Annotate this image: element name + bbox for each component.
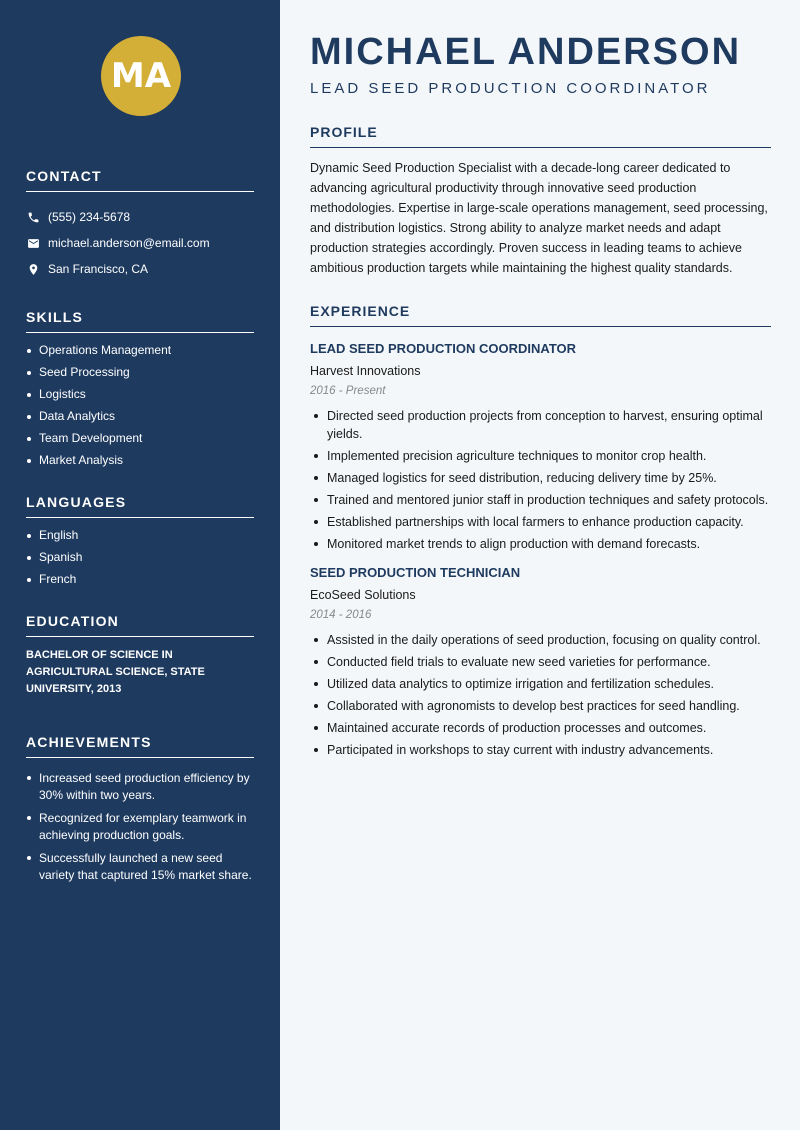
skill-item: Data Analytics [26, 409, 254, 424]
job-bullet: Maintained accurate records of production processes and outcomes. [310, 719, 771, 737]
skills-list [26, 343, 254, 468]
achievements-section [26, 734, 254, 884]
contact-phone [26, 204, 254, 230]
achievements-list [26, 770, 254, 884]
job-bullet: Monitored market trends to align production with demand forecasts. [310, 535, 771, 553]
job-bullets [310, 407, 771, 553]
job-entry [310, 565, 771, 759]
job-bullet: Assisted in the daily operations of seed production, focusing on quality control. [310, 631, 771, 649]
main-content [280, 0, 800, 1130]
candidate-name: MICHAEL ANDERSON [310, 31, 742, 73]
initials-avatar: MA [101, 36, 181, 116]
profile-text: Dynamic Seed Production Specialist with a decade-long career dedicated to advancing agricultural productivity through innovative seed production methodologies. Expertise in large-scale operations management, seed processing, and distribution logistics. Strong ability to analyze market needs and adapt production strategies accordingly. Proven success in leading teams to achieve ambitious production targets while maintaining the highest quality standards. [310, 161, 768, 275]
skills-section [26, 309, 254, 468]
achievement-item: Successfully launched a new seed variety that captured 15% market share. [26, 850, 254, 884]
job-bullet: Participated in workshops to stay current with industry advancements. [310, 741, 771, 759]
company-name: EcoSeed Solutions [310, 588, 416, 602]
profile-heading: PROFILE [310, 124, 771, 148]
email-text: michael.anderson@email.com [48, 236, 210, 250]
language-item: English [26, 528, 254, 543]
contact-list [26, 204, 254, 282]
sidebar [0, 0, 280, 1130]
location-pin-icon [26, 262, 40, 276]
achievement-item: Increased seed production efficiency by 30% within two years. [26, 770, 254, 804]
email-icon [26, 236, 40, 250]
languages-heading: LANGUAGES [26, 494, 254, 518]
job-bullet: Managed logistics for seed distribution, reducing delivery time by 25%. [310, 469, 771, 487]
job-entry [310, 341, 771, 553]
job-bullet: Utilized data analytics to optimize irrigation and fertilization schedules. [310, 675, 771, 693]
job-title: LEAD SEED PRODUCTION COORDINATOR [310, 341, 577, 356]
languages-list [26, 528, 254, 587]
job-title: SEED PRODUCTION TECHNICIAN [310, 565, 521, 580]
contact-section [26, 168, 254, 282]
profile-section [310, 124, 771, 278]
education-section [26, 613, 254, 698]
languages-section [26, 494, 254, 587]
company-name: Harvest Innovations [310, 364, 421, 378]
job-bullets [310, 631, 771, 759]
skill-item: Seed Processing [26, 365, 254, 380]
skill-item: Market Analysis [26, 453, 254, 468]
education-degree: BACHELOR OF SCIENCE IN AGRICULTURAL SCIENCE, STATE UNIVERSITY, 2013 [26, 649, 205, 695]
skill-item: Operations Management [26, 343, 254, 358]
contact-heading: CONTACT [26, 168, 254, 192]
job-bullet: Established partnerships with local farmers to enhance production capacity. [310, 513, 771, 531]
job-bullet: Conducted field trials to evaluate new seed varieties for performance. [310, 653, 771, 671]
phone-text: (555) 234-5678 [48, 210, 131, 224]
achievement-item: Recognized for exemplary teamwork in achieving production goals. [26, 810, 254, 844]
location-text: San Francisco, CA [48, 262, 149, 276]
job-dates: 2014 - 2016 [310, 609, 372, 621]
job-headline: LEAD SEED PRODUCTION COORDINATOR [310, 80, 711, 97]
skills-heading: SKILLS [26, 309, 254, 333]
education-heading: EDUCATION [26, 613, 254, 637]
experience-heading: EXPERIENCE [310, 303, 771, 327]
skill-item: Logistics [26, 387, 254, 402]
experience-section [310, 303, 771, 759]
achievements-heading: ACHIEVEMENTS [26, 734, 254, 758]
skill-item: Team Development [26, 431, 254, 446]
job-bullet: Implemented precision agriculture techniques to monitor crop health. [310, 447, 771, 465]
language-item: French [26, 572, 254, 587]
job-bullet: Collaborated with agronomists to develop best practices for seed handling. [310, 697, 771, 715]
language-item: Spanish [26, 550, 254, 565]
job-bullet: Trained and mentored junior staff in production techniques and safety protocols. [310, 491, 771, 509]
phone-icon [26, 210, 40, 224]
job-bullet: Directed seed production projects from conception to harvest, ensuring optimal yields. [310, 407, 771, 443]
contact-email [26, 230, 254, 256]
job-dates: 2016 - Present [310, 385, 386, 397]
contact-location [26, 256, 254, 282]
